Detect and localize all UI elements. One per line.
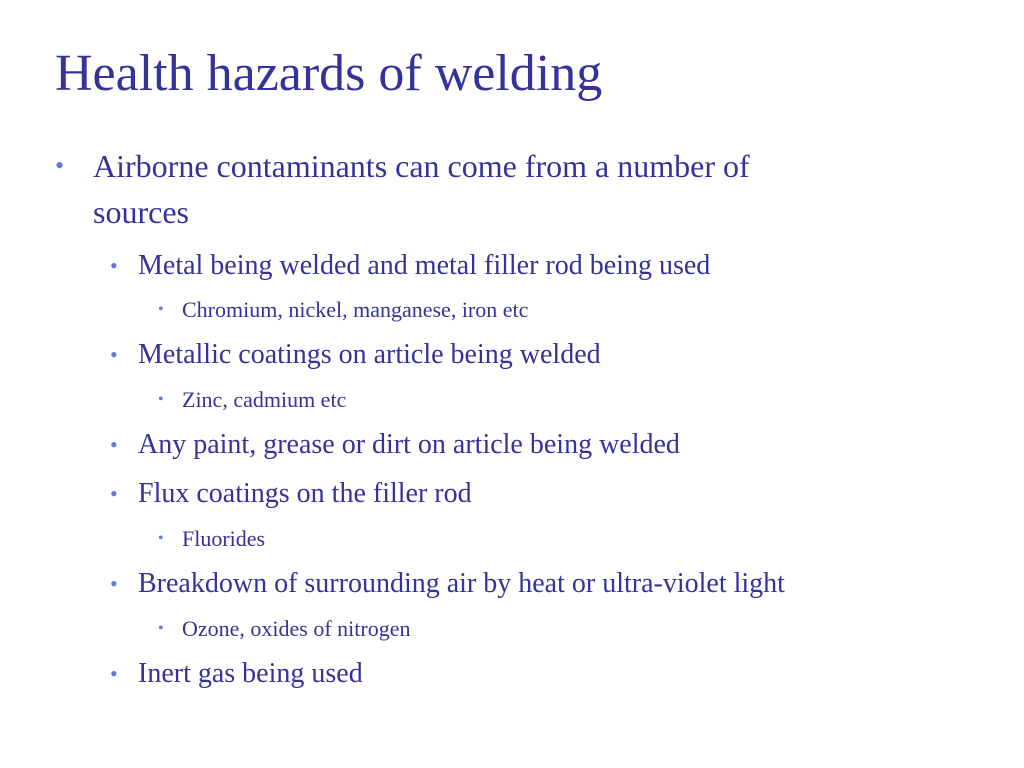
bullet-text: Any paint, grease or dirt on article being welded xyxy=(138,429,680,460)
bullet-icon: • xyxy=(110,253,118,278)
bullet-icon: • xyxy=(158,301,164,318)
slide-title: Health hazards of welding xyxy=(55,45,603,102)
bullet-text-continuation: sources xyxy=(93,194,189,230)
bullet-text: Zinc, cadmium etc xyxy=(182,387,347,412)
bullet-text: Metal being welded and metal filler rod being used xyxy=(138,250,711,281)
bullet-text: Inert gas being used xyxy=(138,658,363,689)
bullet-icon: • xyxy=(110,661,118,686)
bullet-icon: • xyxy=(158,530,164,547)
bullet-text: Flux coatings on the filler rod xyxy=(138,478,472,509)
bullet-text: Metallic coatings on article being welded xyxy=(138,339,601,370)
bullet-icon: • xyxy=(110,342,118,367)
bullet-text: Chromium, nickel, manganese, iron etc xyxy=(182,297,529,322)
bullet-text: Breakdown of surrounding air by heat or ultra-violet light xyxy=(138,568,785,599)
bullet-icon: • xyxy=(158,620,164,637)
bullet-icon: • xyxy=(110,571,118,596)
bullet-text: Ozone, oxides of nitrogen xyxy=(182,616,411,641)
bullet-icon: • xyxy=(110,481,118,506)
bullet-icon: • xyxy=(158,391,164,408)
bullet-text: Airborne contaminants can come from a number of xyxy=(93,148,750,184)
bullet-icon: • xyxy=(55,151,65,180)
bullet-text: Fluorides xyxy=(182,526,266,551)
bullet-icon: • xyxy=(110,432,118,457)
